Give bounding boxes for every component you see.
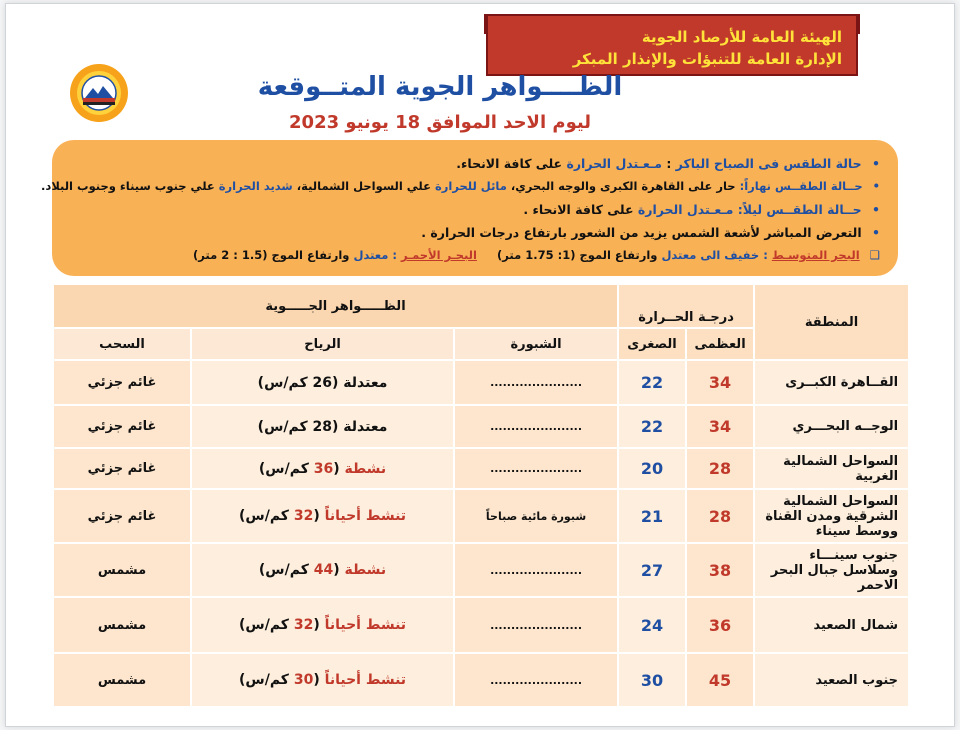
- sun-warning-text: التعرض المباشر لأشعة الشمس يزيد من الشعور بارتفاع درجات الحرارة .: [421, 225, 862, 240]
- dew-cell: ......................: [454, 405, 618, 448]
- cloud-cell: غائم جزئي: [53, 448, 191, 489]
- wind-speed: 36: [313, 460, 334, 477]
- day-label: حــالة الطقــس نهاراً:: [739, 179, 863, 193]
- red-sea-value: : معتدل: [353, 248, 397, 262]
- day-text-1: حار على القاهرة الكبرى والوجه البحري،: [510, 179, 736, 193]
- max-temp-cell: 36: [686, 597, 754, 653]
- checkbox-bullet-icon: ❑: [869, 248, 880, 262]
- header-temperature: درجـة الحــرارة: [618, 284, 754, 328]
- cloud-cell: مشمس: [53, 543, 191, 597]
- cloud-cell: مشمس: [53, 653, 191, 707]
- med-sea-label: البحر المتوسـط: [771, 248, 860, 262]
- region-cell: السواحل الشمالية الغربية: [754, 448, 909, 489]
- header-phenomena: الظـــــواهر الجـــــوية: [53, 284, 618, 328]
- night-value: مـعـتدل الحرارة: [637, 202, 734, 217]
- max-temp-cell: 28: [686, 489, 754, 543]
- med-sea-waves: وارتفاع الموج (1: 1.75 متر): [496, 248, 658, 262]
- region-cell: الوجــه البحـــري: [754, 405, 909, 448]
- min-temp-cell: 24: [618, 597, 686, 653]
- morning-value: مـعـتدل الحرارة: [566, 156, 662, 171]
- forecast-date: ليوم الاحد الموافق 18 يونيو 2023: [289, 112, 591, 133]
- max-temp-cell: 28: [686, 448, 754, 489]
- summary-night: [66, 198, 880, 221]
- min-temp-cell: 27: [618, 543, 686, 597]
- weather-summary-box: [41, 140, 898, 276]
- night-tail: على كافة الانحاء .: [523, 202, 634, 217]
- bullet-icon: •: [872, 202, 880, 217]
- day-text-4: شديد الحرارة: [218, 179, 293, 193]
- cloud-cell: غائم جزئي: [53, 489, 191, 543]
- header-dew: الشبورة: [454, 328, 618, 360]
- region-cell: شمال الصعيد: [754, 597, 909, 653]
- wind-unit: كم/س): [239, 672, 289, 688]
- table-row: [53, 653, 909, 707]
- cloud-cell: غائم جزئي: [53, 405, 191, 448]
- org-line-1: الهيئة العامة للأرصاد الجوية: [641, 28, 842, 46]
- min-temp-cell: 21: [618, 489, 686, 543]
- wind-cell: نشطة (36 كم/س): [191, 448, 454, 489]
- cloud-cell: غائم جزئي: [53, 360, 191, 405]
- wind-speed: 26: [312, 374, 332, 391]
- red-sea-label: البحـر الأحمـر: [401, 248, 477, 262]
- max-temp-cell: 34: [686, 405, 754, 448]
- wind-speed: 32: [293, 508, 314, 524]
- summary-seas: [66, 244, 880, 267]
- table-row: [53, 489, 909, 543]
- header-max: العظمى: [686, 328, 754, 360]
- wind-cell: تنشط أحياناً (30 كم/س): [191, 653, 454, 707]
- wind-unit: كم/س): [258, 562, 309, 578]
- dew-cell: ......................: [454, 597, 618, 653]
- wind-cell: تنشط أحياناً (32 كم/س): [191, 597, 454, 653]
- min-temp-cell: 22: [618, 405, 686, 448]
- day-text-5: علي جنوب سيناء وجنوب البلاد.: [41, 179, 215, 193]
- wind-word: نشطة: [344, 460, 387, 477]
- table-row: [53, 597, 909, 653]
- wind-word: معتدلة: [343, 418, 388, 435]
- bullet-icon: •: [872, 225, 880, 240]
- bullet-icon: •: [872, 179, 880, 193]
- meteorological-authority-logo: [68, 62, 130, 124]
- wind-word: تنشط أحياناً: [324, 617, 407, 633]
- med-sea-value: : خفيف الى معتدل: [661, 248, 768, 262]
- organization-banner: [486, 14, 858, 76]
- summary-morning: [66, 152, 880, 175]
- max-temp-cell: 38: [686, 543, 754, 597]
- header-min: الصغرى: [618, 328, 686, 360]
- dew-cell: شبورة مائية صباحاً: [454, 489, 618, 543]
- max-temp-cell: 34: [686, 360, 754, 405]
- bullet-icon: •: [872, 156, 880, 171]
- summary-sun-warning: [66, 221, 880, 244]
- table-row: [53, 543, 909, 597]
- wind-word: معتدلة: [343, 374, 388, 391]
- max-temp-cell: 45: [686, 653, 754, 707]
- wind-unit: كم/س): [258, 460, 309, 477]
- wind-cell: نشطة (44 كم/س): [191, 543, 454, 597]
- night-label: حــالة الطقــس ليلاً:: [737, 202, 862, 217]
- morning-sep: :: [666, 156, 672, 171]
- dew-cell: ......................: [454, 360, 618, 405]
- wind-unit: كم/س): [257, 374, 308, 391]
- wind-word: تنشط أحياناً: [324, 672, 407, 688]
- wind-word: نشطة: [344, 562, 387, 578]
- dew-cell: ......................: [454, 448, 618, 489]
- table-row: [53, 405, 909, 448]
- min-temp-cell: 22: [618, 360, 686, 405]
- min-temp-cell: 20: [618, 448, 686, 489]
- wind-cell: تنشط أحياناً (32 كم/س): [191, 489, 454, 543]
- region-cell: السواحل الشمالية الشرقية ومدن القناة ووسط سيناء: [754, 489, 909, 543]
- region-cell: جنوب سينـــاء وسلاسل جبال البحر الاحمر: [754, 543, 909, 597]
- day-text-3: علي السواحل الشمالية،: [296, 179, 431, 193]
- min-temp-cell: 30: [618, 653, 686, 707]
- wind-speed: 28: [312, 418, 332, 435]
- cloud-cell: مشمس: [53, 597, 191, 653]
- table-header-row-1: [53, 284, 909, 328]
- header-wind: الرياح: [191, 328, 454, 360]
- wind-cell: معتدلة (28 كم/س): [191, 405, 454, 448]
- wind-unit: كم/س): [257, 418, 308, 435]
- day-text-2: مائل للحرارة: [435, 179, 507, 193]
- org-line-2: الإدارة العامة للتنبؤات والإنذار المبكر: [572, 50, 842, 68]
- wind-cell: معتدلة (26 كم/س): [191, 360, 454, 405]
- red-sea-waves: وارتفاع الموج (1.5 : 2 متر): [193, 248, 350, 262]
- table-row: [53, 360, 909, 405]
- wind-speed: 44: [313, 562, 334, 578]
- wind-unit: كم/س): [239, 617, 289, 633]
- region-cell: القــاهرة الكبــرى: [754, 360, 909, 405]
- header-cloud: السحب: [53, 328, 191, 360]
- forecast-table: [52, 283, 910, 708]
- wind-speed: 32: [293, 617, 314, 633]
- morning-tail: على كافة الانحاء.: [456, 156, 563, 171]
- header-region: المنطقة: [754, 284, 909, 360]
- wind-unit: كم/س): [239, 508, 289, 524]
- region-cell: جنوب الصعيد: [754, 653, 909, 707]
- morning-label: حالة الطقس فى الصباح الباكر: [675, 156, 862, 171]
- summary-day: [41, 175, 880, 198]
- page-title: الظــــواهر الجوية المتــوقعة: [257, 72, 623, 102]
- wind-word: تنشط أحياناً: [324, 508, 407, 524]
- dew-cell: ......................: [454, 653, 618, 707]
- wind-speed: 30: [293, 672, 314, 688]
- dew-cell: ......................: [454, 543, 618, 597]
- table-row: [53, 448, 909, 489]
